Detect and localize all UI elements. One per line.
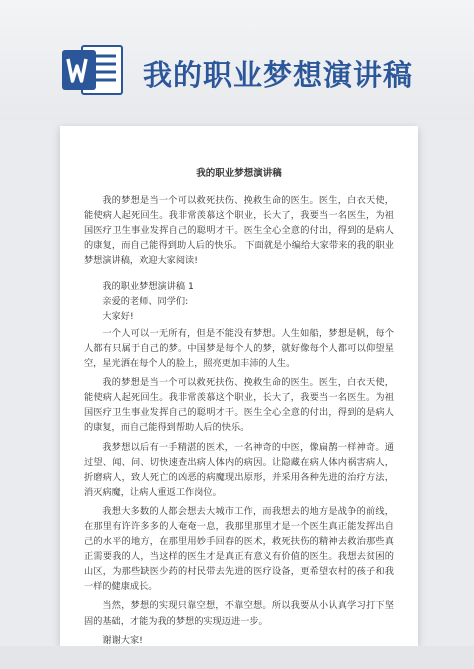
word-document-icon xyxy=(62,42,128,98)
body-paragraph-4: 我想大多数的人都会想去大城市工作，而我想去的地方是战争的前线，在那里有许许多多的人奄奄一息，我那里那里才是一个医生真正能发挥出自己的水平的地方，在那里用妙手回春的医术，救死扶伤的精神去救治那些真正需要我的人，当这样的医生才是真正有意义有价值的医生。我想去贫困的山区，为那些缺医少药的村民带去先进的医疗设备，更希望农村的孩子和我一样的健康成长。 xyxy=(84,505,394,593)
closing-line: 谢谢大家! xyxy=(102,634,143,646)
salutation: 亲爱的老师、同学们: xyxy=(102,295,189,307)
intro-paragraph: 我的梦想是当一个可以救死扶伤、挽救生命的医生。医生，白衣天使，能使病人起死回生。我非常羡慕这个职业，长大了，我要当一名医生，为祖国医疗卫生事业发挥自己的聪明才干。医生全心全意的付出，得到的是病人的康复，而自己能得到助人后的快乐。 下面就是小编给大家带来的我的职业梦想演讲稿，欢迎大家阅读! xyxy=(84,195,394,267)
body-paragraph-5: 当然，梦想的实现只靠空想，不靠空想。所以我要从小认真学习打下坚固的基础，才能为我的梦想的实现迈进一步。 xyxy=(84,600,394,627)
body-paragraph-1: 一个人可以一无所有，但是不能没有梦想。人生如船，梦想是帆，每个人都有只属于自己的梦。中国梦是每个人的梦，就好像每个人都可以仰望星空，星光洒在每个人的脸上，照亮更加丰沛的人生。 xyxy=(84,327,394,370)
document-title: 我的职业梦想演讲稿 xyxy=(143,58,414,92)
footer-bar xyxy=(0,646,474,669)
header-banner xyxy=(0,0,474,120)
body-paragraph-3: 我梦想以后有一手精湛的医术，一名神奇的中医，像扁鹊一样神奇。通过望、闻、问、切快速查出病人体内的病因。让隐藏在病人体内祸害病人，折磨病人，致人死亡的凶恶的病魔现出原形，并采用各种先进的治疗方法，消灭病魔，让病人重返工作岗位。 xyxy=(84,441,394,498)
page-heading: 我的职业梦想演讲稿 xyxy=(196,168,282,179)
speech-subheading: 我的职业梦想演讲稿 1 xyxy=(102,280,194,292)
greeting: 大家好! xyxy=(102,310,134,322)
document-page xyxy=(60,126,418,646)
body-paragraph-2: 我的梦想是当一个可以救死扶伤、挽救生命的医生。医生，白衣天使，能使病人起死回生。我非常羡慕这个职业，长大了，我要当一名医生。为祖国医疗卫生事业发挥自己的聪明才干。医生全心全意的付出，得到的是病人的康复，而自己能得到帮助人后的快乐。 xyxy=(84,377,394,434)
document-body xyxy=(84,166,394,646)
